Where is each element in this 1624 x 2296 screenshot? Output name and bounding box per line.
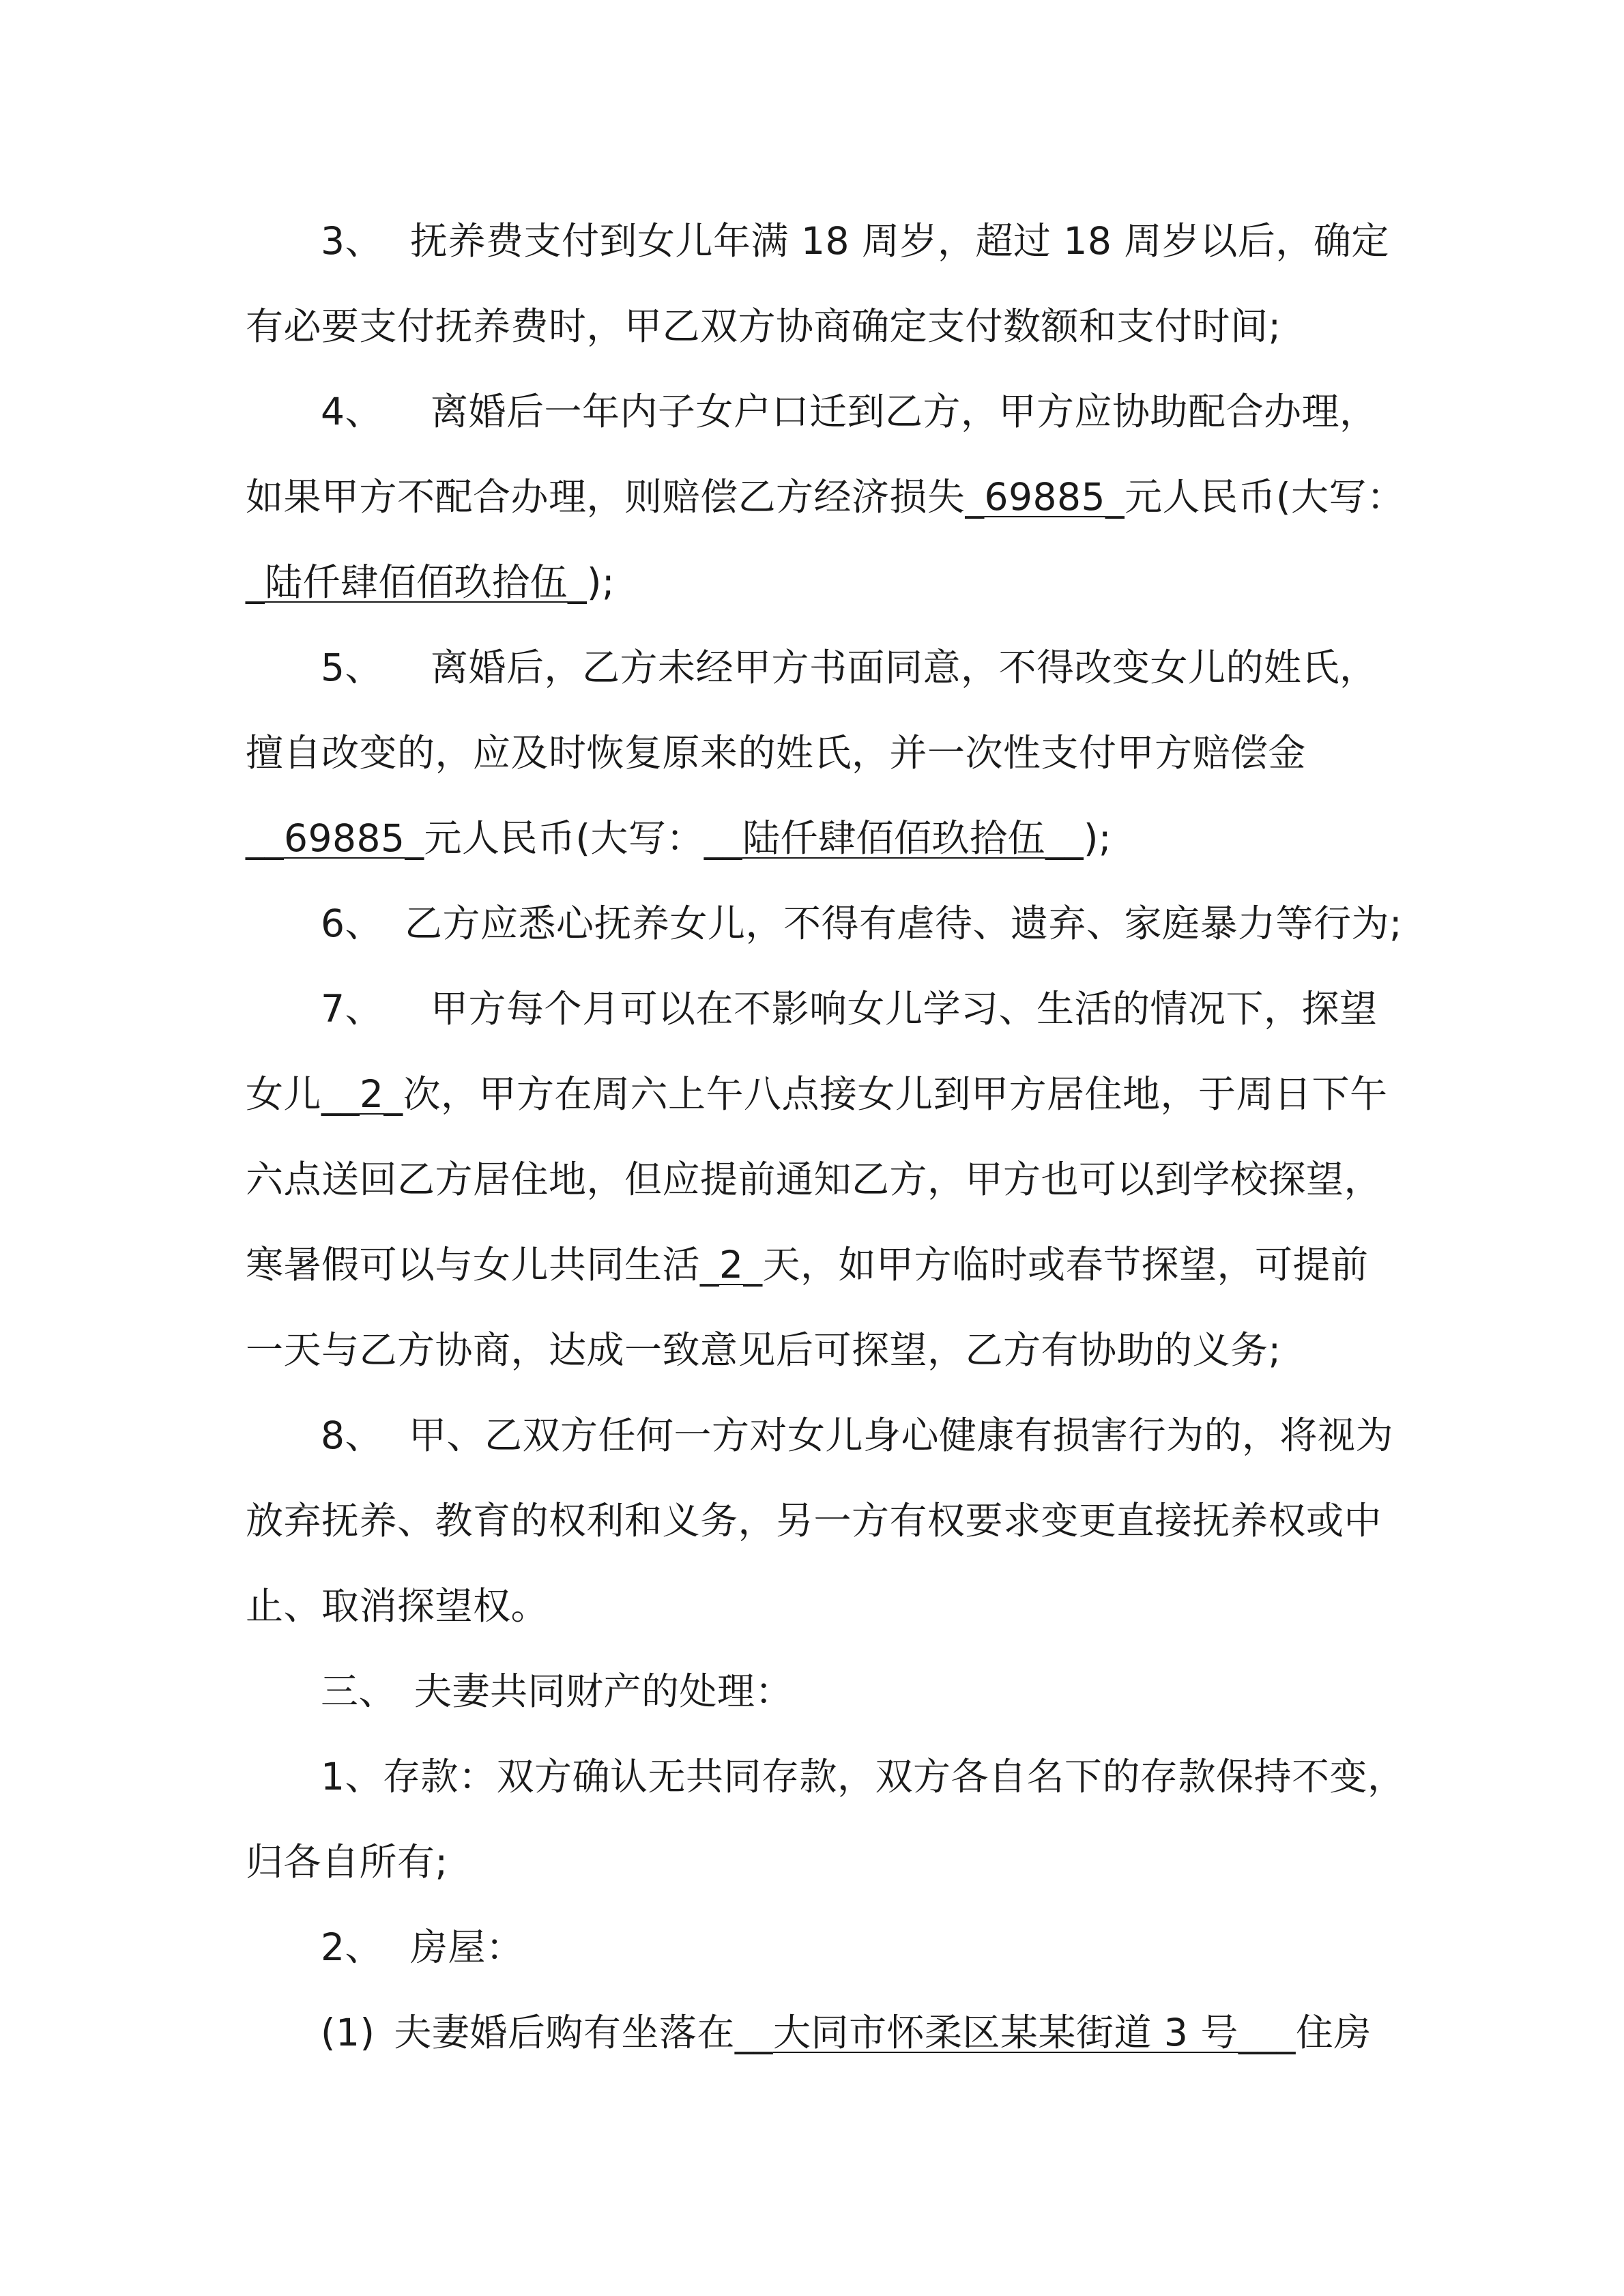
section-3-heading xyxy=(321,1661,1392,1722)
item-7-line-5: 一天与乙方协商，达成一致意见后可探望，乙方有协助的义务; xyxy=(246,1328,1281,1372)
visit-times: 2 xyxy=(360,1072,384,1116)
item-5-line-2: 擅自改变的，应及时恢复原来的姓氏，并一次性支付甲方赔偿金 xyxy=(246,731,1307,775)
item-4-line-1 xyxy=(321,381,1392,442)
item-text: 乙方应悉心抚养女儿，不得有虐待、遗弃、家庭暴力等行为; xyxy=(405,902,1403,945)
item-4-line-3 xyxy=(246,551,1392,613)
item-3-line-1 xyxy=(321,210,1392,272)
text-segment: 夫妻婚后购有坐落在__ xyxy=(394,2011,773,2054)
text-segment: _天，如甲方临时或春节探望，可提前 xyxy=(743,1243,1369,1287)
text-segment: __ xyxy=(246,816,284,860)
item-number: (1) xyxy=(321,2011,375,2054)
item-3-line-2: 有必要支付抚养费时，甲乙双方协商确定支付数额和支付时间; xyxy=(246,304,1281,348)
text-segment: _元人民币(大写：__ xyxy=(405,816,742,860)
text-segment: 如果甲方不配合办理，则赔偿乙方经济损失_ xyxy=(246,475,985,519)
item-text: 离婚后一年内子女户口迁到乙方，甲方应协助配合办理， xyxy=(431,390,1378,433)
text-segment: _ xyxy=(246,560,265,604)
property-item-2-heading xyxy=(321,1917,1392,1978)
item-number: 4、 xyxy=(321,390,383,433)
item-7-line-3: 六点送回乙方居住地，但应提前通知乙方，甲方也可以到学校探望， xyxy=(246,1158,1382,1201)
item-6-line-1 xyxy=(321,893,1403,954)
compensation-amount: 69885 xyxy=(284,816,405,860)
item-number: 3、 xyxy=(321,219,383,263)
item-text: 离婚后，乙方未经甲方书面同意，不得改变女儿的姓氏， xyxy=(431,646,1378,689)
item-5-line-1 xyxy=(321,637,1392,698)
property-item-1-line-2: 归各自所有; xyxy=(246,1840,448,1884)
item-number: 7、 xyxy=(321,987,383,1031)
property-address: 大同市怀柔区某某街道 3 号 xyxy=(772,2011,1238,2054)
item-8-line-1 xyxy=(321,1405,1392,1466)
item-text: 抚养费支付到女儿年满 18 周岁，超过 18 周岁以后，确定 xyxy=(410,219,1389,263)
amount-in-words: 陆仟肆佰佰玖拾伍 xyxy=(265,560,568,604)
item-number: 6、 xyxy=(321,902,383,945)
item-8-line-2: 放弃抚养、教育的权利和义务，另一方有权要求变更直接抚养权或中 xyxy=(246,1499,1382,1542)
vacation-days: 2 xyxy=(719,1243,744,1287)
item-number: 5、 xyxy=(321,646,383,689)
item-number: 8、 xyxy=(321,1414,383,1457)
item-4-line-2 xyxy=(246,466,1405,528)
text-segment: 女儿__ xyxy=(246,1072,360,1116)
section-title: 夫妻共同财产的处理： xyxy=(414,1669,794,1713)
property-item-1-line-1: 1、存款：双方确认无共同存款，双方各自名下的存款保持不变， xyxy=(321,1755,1406,1798)
property-item-2-sub-1 xyxy=(321,2002,1392,2063)
item-text: 甲方每个月可以在不影响女儿学习、生活的情况下，探望 xyxy=(431,987,1378,1031)
compensation-amount: 69885 xyxy=(984,475,1105,519)
item-7-line-2 xyxy=(246,1063,1392,1125)
text-segment: _元人民币(大写： xyxy=(1105,475,1405,519)
text-segment: __); xyxy=(1045,816,1112,860)
amount-in-words: 陆仟肆佰佰玖拾伍 xyxy=(742,816,1045,860)
text-segment: ___住房 xyxy=(1238,2011,1372,2054)
item-text: 房屋： xyxy=(410,1925,524,1969)
item-number: 2、 xyxy=(321,1925,383,1969)
text-segment: _次，甲方在周六上午八点接女儿到甲方居住地，于周日下午 xyxy=(383,1072,1388,1116)
item-text: 甲、乙双方任何一方对女儿身心健康有损害行为的，将视为 xyxy=(409,1414,1394,1457)
item-7-line-1 xyxy=(321,978,1392,1039)
text-segment: 寒暑假可以与女儿共同生活_ xyxy=(246,1243,720,1287)
item-5-line-3 xyxy=(246,807,1392,869)
section-number: 三、 xyxy=(321,1669,397,1713)
item-7-line-4 xyxy=(246,1234,1392,1295)
text-segment: _); xyxy=(568,560,615,604)
item-8-line-3: 止、取消探望权。 xyxy=(246,1584,549,1628)
